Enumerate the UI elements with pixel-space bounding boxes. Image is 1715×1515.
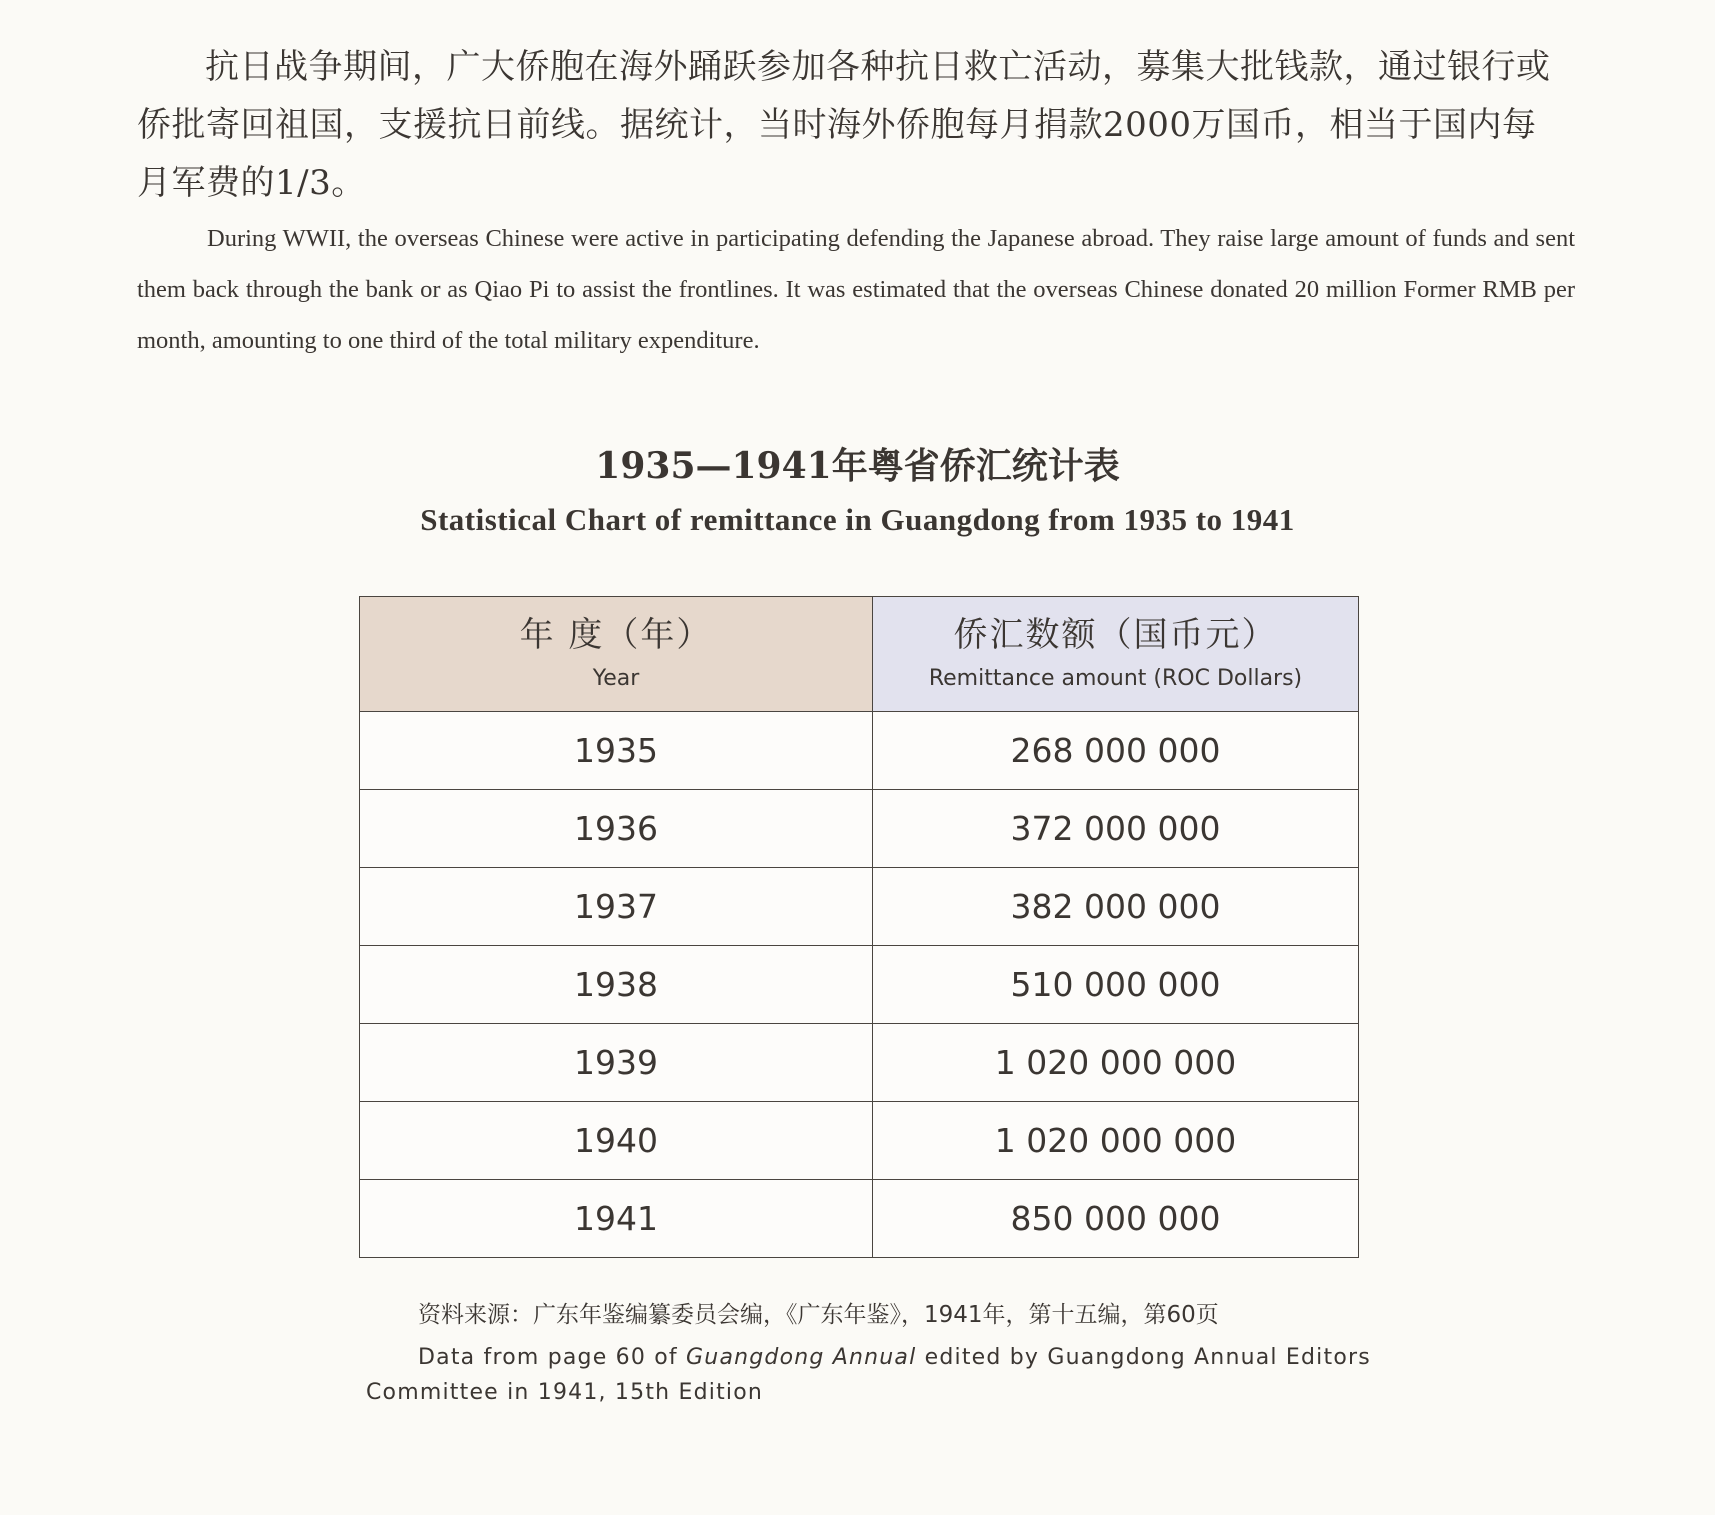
amount-cell: 510 000 000	[873, 946, 1359, 1024]
intro-chinese-paragraph: 抗日战争期间，广大侨胞在海外踊跃参加各种抗日救亡活动，募集大批钱款，通过银行或侨批寄回祖国，支援抗日前线。据统计，当时海外侨胞每月捐款2000万国币，相当于国内每月军费的1/3。	[137, 47, 1551, 203]
table-row	[360, 1024, 1359, 1102]
source-prefix: Data from page 60 of	[418, 1345, 687, 1370]
year-cell: 1938	[360, 946, 873, 1024]
year-cell: 1939	[360, 1024, 873, 1102]
table-row	[360, 946, 1359, 1024]
year-cell: 1935	[360, 712, 873, 790]
table-title-chinese: 1935—1941年粤省侨汇统计表	[595, 445, 1120, 487]
source-suffix: edited by Guangdong Annual Editors Committee in 1941, 15th Edition	[366, 1345, 1371, 1405]
amount-cell: 382 000 000	[873, 868, 1359, 946]
year-header-chinese: 年 度（年）	[519, 615, 713, 655]
table-row	[360, 712, 1359, 790]
amount-header-english: Remittance amount (ROC Dollars)	[928, 666, 1303, 691]
year-cell: 1937	[360, 868, 873, 946]
table-row	[360, 1180, 1359, 1258]
amount-header-chinese: 侨汇数额（国币元）	[953, 615, 1278, 655]
year-cell: 1941	[360, 1180, 873, 1258]
table-header-row	[360, 597, 1359, 712]
table-row	[360, 790, 1359, 868]
year-header-english: Year	[592, 666, 640, 691]
amount-cell: 1 020 000 000	[873, 1102, 1359, 1180]
table-row	[360, 1102, 1359, 1180]
table-title-english: Statistical Chart of remittance in Guangdong from 1935 to 1941	[420, 502, 1295, 537]
year-cell: 1936	[360, 790, 873, 868]
year-column-header	[360, 597, 873, 712]
intro-english-paragraph: During WWII, the overseas Chinese were active in participating defending the Japanese abroad. They raise large amount of funds and sent them back through the bank or as Qiao Pi to assist the frontlines. It was estimated that the overseas Chinese donated 20 million Former RMB per month, amounting to one third of the total military expenditure.	[137, 225, 1575, 354]
amount-cell: 1 020 000 000	[873, 1024, 1359, 1102]
year-cell: 1940	[360, 1102, 873, 1180]
source-publication-title: Guangdong Annual	[686, 1345, 917, 1370]
remittance-table	[359, 596, 1359, 1258]
source-note-english	[366, 1340, 1376, 1410]
amount-column-header	[873, 597, 1359, 712]
amount-cell: 268 000 000	[873, 712, 1359, 790]
source-note-chinese: 资料来源：广东年鉴编纂委员会编，《广东年鉴》，1941年，第十五编，第60页	[418, 1302, 1219, 1328]
table-row	[360, 868, 1359, 946]
amount-cell: 372 000 000	[873, 790, 1359, 868]
amount-cell: 850 000 000	[873, 1180, 1359, 1258]
